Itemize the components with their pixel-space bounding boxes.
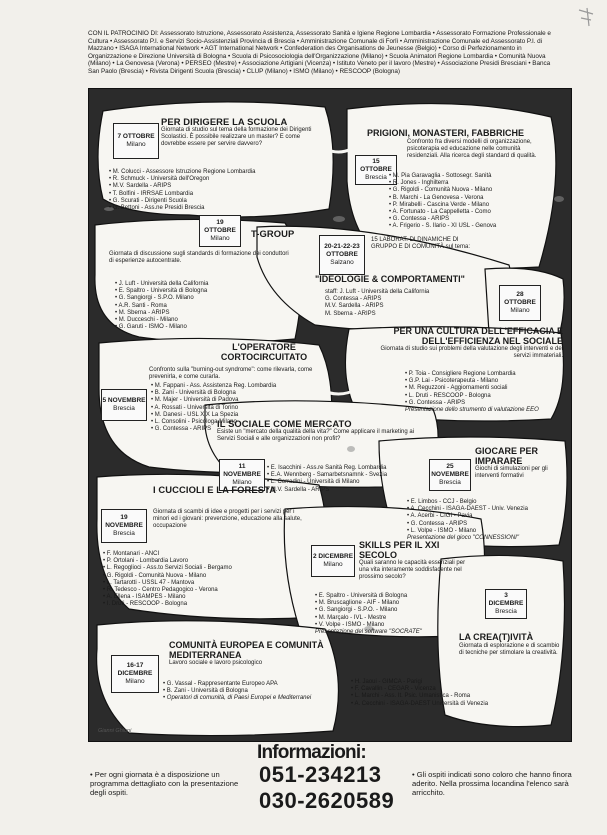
session-description: Giornata di studio sul tema della formazione dei Dirigenti Scolastici. È possibile realizzare un master? E come dovrebbe essere per servire davvero? bbox=[161, 127, 312, 148]
city-text: Brescia bbox=[495, 607, 517, 615]
signature: Gianni Ghioni bbox=[98, 728, 132, 734]
info-label: Informazioni: bbox=[257, 742, 366, 763]
list-item: • R. Jones - Inghilterra bbox=[389, 180, 549, 187]
list-item: • G. Rigoldi - Comunità Nuova - Milano bbox=[389, 187, 549, 194]
list-item: • I. Druti - RESCOOP - Bologna bbox=[103, 601, 303, 608]
session-title: GIOCARE PER IMPARARE bbox=[475, 446, 539, 466]
session-description: Lavoro sociale e lavoro psicologico bbox=[169, 660, 263, 666]
list-item: • V. Volpe - ISMO - Milano bbox=[315, 622, 475, 629]
date-text: 3 DICEMBRE bbox=[488, 592, 524, 608]
list-item: Presentazione del software "SOCRATE" bbox=[315, 629, 422, 636]
list-item: • E. Isacchini - Ass.re Sanità Reg. Lombardia bbox=[267, 465, 427, 472]
date-text: 15 OTTOBRE bbox=[360, 158, 392, 174]
list-item: • A. Fortunato - La Cappelletta - Como bbox=[389, 209, 549, 216]
city-text: Brescia bbox=[365, 173, 387, 181]
list-item: • G. Contessa - ARIPS bbox=[405, 400, 555, 407]
list-item: • M. Danesi - USL XIX La Spezia bbox=[151, 412, 321, 419]
session-title: PRIGIONI, MONASTERI, FABBRICHE bbox=[367, 128, 525, 138]
phone-number-2: 030-2620589 bbox=[259, 788, 395, 813]
session-description: Giochi di simulazioni per gli interventi formativi bbox=[475, 466, 548, 480]
city-text: Milano bbox=[232, 478, 252, 486]
list-item: • R. Tedesco - Centro Pedagogico - Verona bbox=[103, 587, 303, 594]
session-lab-description: 15 LABORAT. DI DINAMICHE DI GRUPPO E DI COMUNITÀ sul tema: bbox=[371, 237, 471, 251]
list-item: • M. Ducceschi - Milano bbox=[115, 317, 275, 324]
speaker-list bbox=[315, 593, 475, 636]
session-operatore-description: Confronto sulla "burning-out syndrome": come rilevarla, come prevenirla, e come curarla. bbox=[149, 367, 313, 381]
list-item: M.V. Sardella - ARIPS bbox=[325, 303, 384, 310]
date-box-5-novembre bbox=[101, 389, 147, 421]
date-box-16-17-dicembre bbox=[111, 655, 159, 693]
list-item: • A.R. Santi - Roma bbox=[115, 303, 275, 310]
session-t-group-title: T-GROUP bbox=[251, 228, 295, 239]
list-item: • P. Toia - Consigliere Regione Lombardia bbox=[405, 371, 555, 378]
date-box-2-dicembre bbox=[311, 545, 355, 577]
list-item: • A. Ellena - ISAMPES - Milano bbox=[103, 594, 303, 601]
list-item: • R. Schmuck - Università dell'Oregon bbox=[109, 176, 289, 183]
session-creativita bbox=[459, 633, 563, 657]
list-item: • G. Contessa - ARIPS bbox=[389, 216, 549, 223]
session-description: Esiste un "mercato della qualità della vita?" Come applicare il marketing ai Servizi Sociali e alle organizzazioni non profit? bbox=[217, 429, 415, 443]
list-item: • A. Acerbi - CIGI - Pavia bbox=[407, 513, 567, 520]
session-title: LA CREA(T)IVITÀ bbox=[459, 632, 534, 642]
list-item: Presentazione del gioco "CONNESSIONI" bbox=[407, 535, 519, 542]
date-text: 2 DICEMBRE bbox=[312, 553, 354, 561]
date-text: 25 NOVEMBRE bbox=[431, 463, 469, 479]
list-item: • L. Regoglioci - Ass.to Servizi Sociali - Bergamo bbox=[103, 565, 303, 572]
speaker-list bbox=[103, 551, 303, 609]
list-item: • E. Spaltro - Università di Bologna bbox=[315, 593, 475, 600]
date-box-19-novembre bbox=[101, 509, 147, 543]
session-per-dirigere-la-scuola bbox=[161, 117, 321, 149]
speaker-list bbox=[389, 173, 549, 231]
list-item: • E. Spaltro - Università di Bologna bbox=[115, 288, 275, 295]
list-item: • L. Tartarotti - USSL 47 - Mantova bbox=[103, 580, 303, 587]
city-text: Brescia bbox=[113, 529, 135, 537]
list-item: • M.V. Sardella - ARIPS bbox=[109, 183, 289, 190]
city-text: Milano bbox=[323, 561, 343, 568]
list-item: • M. Reguzzoni - Aggiornamenti sociali bbox=[405, 385, 555, 392]
session-description: Giornata di studio sui problemi della valutazione degli interventi e dei servizi immateriali. bbox=[380, 346, 563, 360]
speaker-list bbox=[351, 679, 561, 708]
date-text: 11 NOVEMBRE bbox=[223, 463, 261, 479]
list-item: • A. Cecchini - ISAGA-DAEST Università di Venezia bbox=[351, 701, 561, 708]
session-cuccioli bbox=[153, 485, 303, 495]
list-item: • M. Pia Garavaglia - Sottosegr. Sanità bbox=[389, 173, 549, 180]
date-box-28-ottobre bbox=[499, 285, 541, 321]
list-item: • G. Rigoldi - Comunità Nuova - Milano bbox=[103, 573, 303, 580]
session-title: SKILLS PER IL XXI SECOLO bbox=[359, 540, 440, 560]
speaker-list bbox=[109, 169, 289, 212]
list-item: • L. Volpe - ISMO - Milano bbox=[407, 528, 567, 535]
list-item: • M. Colucci - Assessore Istruzione Regione Lombardia bbox=[109, 169, 289, 176]
list-item: • G. Sangiorgi - S.P.O. Milano bbox=[115, 295, 275, 302]
date-text: 20-21-22-23 OTTOBRE bbox=[324, 243, 360, 259]
session-ideologie-title: "IDEOLOGIE & COMPORTAMENTI" bbox=[315, 274, 465, 284]
session-title: IL SOCIALE COME MERCATO bbox=[217, 418, 352, 429]
list-item: Presentazione dello strumento di valutazione EEO bbox=[405, 407, 539, 414]
list-item: • G. Vassal - Rappresentante Europeo APA bbox=[163, 681, 333, 688]
list-item: • B. Zani - Università di Bologna bbox=[163, 688, 333, 695]
list-item: • Operatori di comunità, di Paesi Europei e Mediterranei bbox=[163, 695, 333, 702]
list-item: • F. Cavallin - CEGAR - Vicenza bbox=[351, 686, 561, 693]
note-left: • Per ogni giornata è a disposizione un programma dettagliato con la presentazione degli ospiti. bbox=[90, 770, 250, 798]
session-description: Quali saranno le capacità essenziali per una vita interamente soddisfacente nel prossimo secolo? bbox=[359, 560, 466, 581]
city-text: Milano bbox=[125, 677, 145, 685]
patronage-text: CON IL PATROCINIO DI: Assessorato Istruzione, Assessorato Assistenza, Assessorato Sanità e Igiene Regione Lombardia • Assessorato Formazione Professionale e Cultura • Assessorato P.I. e Servizi Socio-Assistenziali Provincia di Brescia • Amministrazione Comunale di Forlì • Amministrazione Comunale ed Assessorato P.I. di Mazzano • ISAGA International Network • AGT International Network • Confederation des Organisations de Jeunesse (Belgio) • Corso di Perfezionamento in Organizzazione e Direzione Università di Bologna • Scuola di Psicosociologia dell'Organizzazione (Milano) • Scuola Animatori Regione Lombardia • Comunità Nuova (Milano) • La Genovesa (Verona) • PERSEO (Mestre) • Associazione Artigiani (Vicenza) • Istituto Veneto per il lavoro (Mestre) • Associazione Presidi Bresciani • Banca San Paolo (Brescia) • Rivista Dirigenti Scuola (Brescia) • CLUP (Milano) • ISMO (Milano) • RESCOOP (Bologna) bbox=[88, 30, 551, 75]
session-description: Giornata di esplorazione e di scambio di tecniche per stimolare la creatività. bbox=[459, 642, 560, 656]
speaker-list bbox=[163, 681, 333, 703]
list-item: • G. Bettoni - Ass.ne Presidi Brescia bbox=[109, 205, 289, 212]
list-item: • M. Majer - Università di Padova bbox=[151, 397, 321, 404]
date-text: 28 OTTOBRE bbox=[504, 291, 536, 307]
list-item: • M. Bruscaglione - AIF - Milano bbox=[315, 600, 475, 607]
session-giocare bbox=[475, 447, 561, 480]
program-map bbox=[88, 88, 572, 742]
city-text: Brescia bbox=[113, 405, 135, 412]
city-text: Milano bbox=[510, 306, 530, 314]
session-operatore bbox=[189, 343, 339, 362]
list-item: • B. Marchi - La Genovesa - Verona bbox=[389, 195, 549, 202]
list-item: • A. Frigerio - S. Ilario - XI USL - Genova bbox=[389, 223, 549, 230]
speaker-list bbox=[407, 499, 567, 542]
speaker-list bbox=[405, 371, 555, 414]
date-box-19-ottobre bbox=[199, 215, 241, 247]
list-item: staff: J. Luft - Università della California bbox=[325, 289, 430, 295]
list-item: G. Contessa - ARIPS bbox=[325, 296, 382, 303]
list-item: • A. Cecchini - ISAGA-DAEST - Univ. Venezia bbox=[407, 506, 567, 513]
session-sociale-mercato bbox=[217, 419, 417, 443]
list-item: • F. Montanari - ANCI bbox=[103, 551, 303, 558]
list-item: • G. Contessa - ARIPS bbox=[151, 426, 321, 433]
list-item: • G. Garuti - ISMO - Milano bbox=[115, 324, 275, 331]
list-item: • E.A. Wennberg - Samarbetsnamnk - Svezia bbox=[267, 472, 427, 479]
list-item: • M. Sberna - ARIPS bbox=[115, 310, 275, 317]
session-efficacia bbox=[373, 327, 563, 360]
list-item: • E. Limbos - CCJ - Belgio bbox=[407, 499, 567, 506]
session-description: Confronto fra diversi modelli di organizzazione, psicoterapia ed educazione nelle comunità residenziali. Alla ricerca degli standard di qualità. bbox=[407, 138, 537, 159]
session-t-group-description: Giornata di discussione sugli standards di formazione dei conduttori di esperienze autocentrate. bbox=[109, 251, 289, 265]
date-box-3-dicembre bbox=[485, 589, 527, 619]
list-item: • T. Bolfini - IRRSAE Lombardia bbox=[109, 191, 289, 198]
date-box-20-23-ottobre bbox=[319, 235, 365, 275]
list-item: • G. Scurati - Dirigenti Scuola bbox=[109, 198, 289, 205]
list-item: • G.P. Lai - Psicoterapeuta - Milano bbox=[405, 378, 555, 385]
session-title: L'OPERATORE CORTOCIRCUITATO bbox=[220, 342, 308, 362]
date-box-25-novembre bbox=[429, 459, 471, 491]
list-item: M. Sberna - ARIPS bbox=[325, 310, 376, 317]
phone-number-1: 051-234213 bbox=[259, 762, 382, 787]
list-item: • M. Fappani - Ass. Assistenza Reg. Lombardia bbox=[151, 383, 321, 390]
list-item: • J. Luft - Università della California bbox=[115, 281, 275, 288]
session-title: PER UNA CULTURA DELL'EFFICACIA E DELL'EFFICIENZA NEL SOCIALE bbox=[393, 326, 563, 346]
date-text: 5 NOVEMBRE bbox=[102, 397, 146, 405]
session-title: PER DIRIGERE LA SCUOLA bbox=[161, 116, 288, 127]
speaker-list bbox=[115, 281, 275, 331]
list-item: • G. Sangiorgi - S.P.O. - Milano bbox=[315, 607, 475, 614]
city-text: Brescia bbox=[439, 478, 461, 486]
list-item: • A. Rossati - Università di Torino bbox=[151, 405, 321, 412]
list-item: • P. Ortolani - Lombardia Lavoro bbox=[103, 558, 303, 565]
date-box-7-ottobre bbox=[113, 123, 159, 159]
corner-mark-icon bbox=[575, 6, 597, 28]
list-item: • H. Jaoui - GIMCA - Parigi bbox=[351, 679, 561, 686]
note-right: • Gli ospiti indicati sono coloro che hanno finora aderito. Nella prossima locandina l'elenco sarà arricchito. bbox=[412, 770, 572, 798]
session-skills bbox=[359, 541, 469, 582]
list-item: • L. Druti - RESCOOP - Bologna bbox=[405, 393, 555, 400]
list-item: • B. Zani - Università di Bologna bbox=[151, 390, 321, 397]
list-item: • G. Contessa - ARIPS bbox=[407, 521, 567, 528]
list-item: • L. Consolini - Psicologa Milano bbox=[151, 419, 321, 426]
list-item: • L. Corradini - Università di Milano bbox=[267, 479, 427, 486]
session-title: COMUNITÀ EUROPEA E COMUNITÀ MEDITERRANEA bbox=[169, 640, 324, 660]
list-item: • L. Marchi - Ass. It. Psic. Umanistica - Roma bbox=[351, 693, 561, 700]
speaker-list bbox=[325, 289, 485, 318]
date-text: 19 OTTOBRE bbox=[204, 219, 236, 235]
list-item: • P. Mirabelli - Cascina Verde - Milano bbox=[389, 202, 549, 209]
session-comunita-europea bbox=[169, 641, 329, 667]
date-text: 16-17 DICEMBRE bbox=[117, 662, 153, 678]
city-text: Milano bbox=[210, 234, 230, 242]
list-item: • M.V. Sardella - ARIPS bbox=[267, 487, 427, 494]
city-text: Milano bbox=[126, 141, 146, 148]
session-cuccioli-description: Giornata di scambi di idee e progetti per i servizi per i minori ed i giovani: prevenzione, educazione alla salute, occupazione bbox=[153, 509, 302, 530]
list-item: • M. Marçalo - IVL - Mestre bbox=[315, 615, 475, 622]
date-text: 19 NOVEMBRE bbox=[105, 514, 143, 530]
session-title: I CUCCIOLI E LA FORESTA bbox=[153, 484, 277, 495]
city-text: Salzano bbox=[330, 258, 354, 266]
date-text: 7 OTTOBRE bbox=[117, 133, 155, 141]
